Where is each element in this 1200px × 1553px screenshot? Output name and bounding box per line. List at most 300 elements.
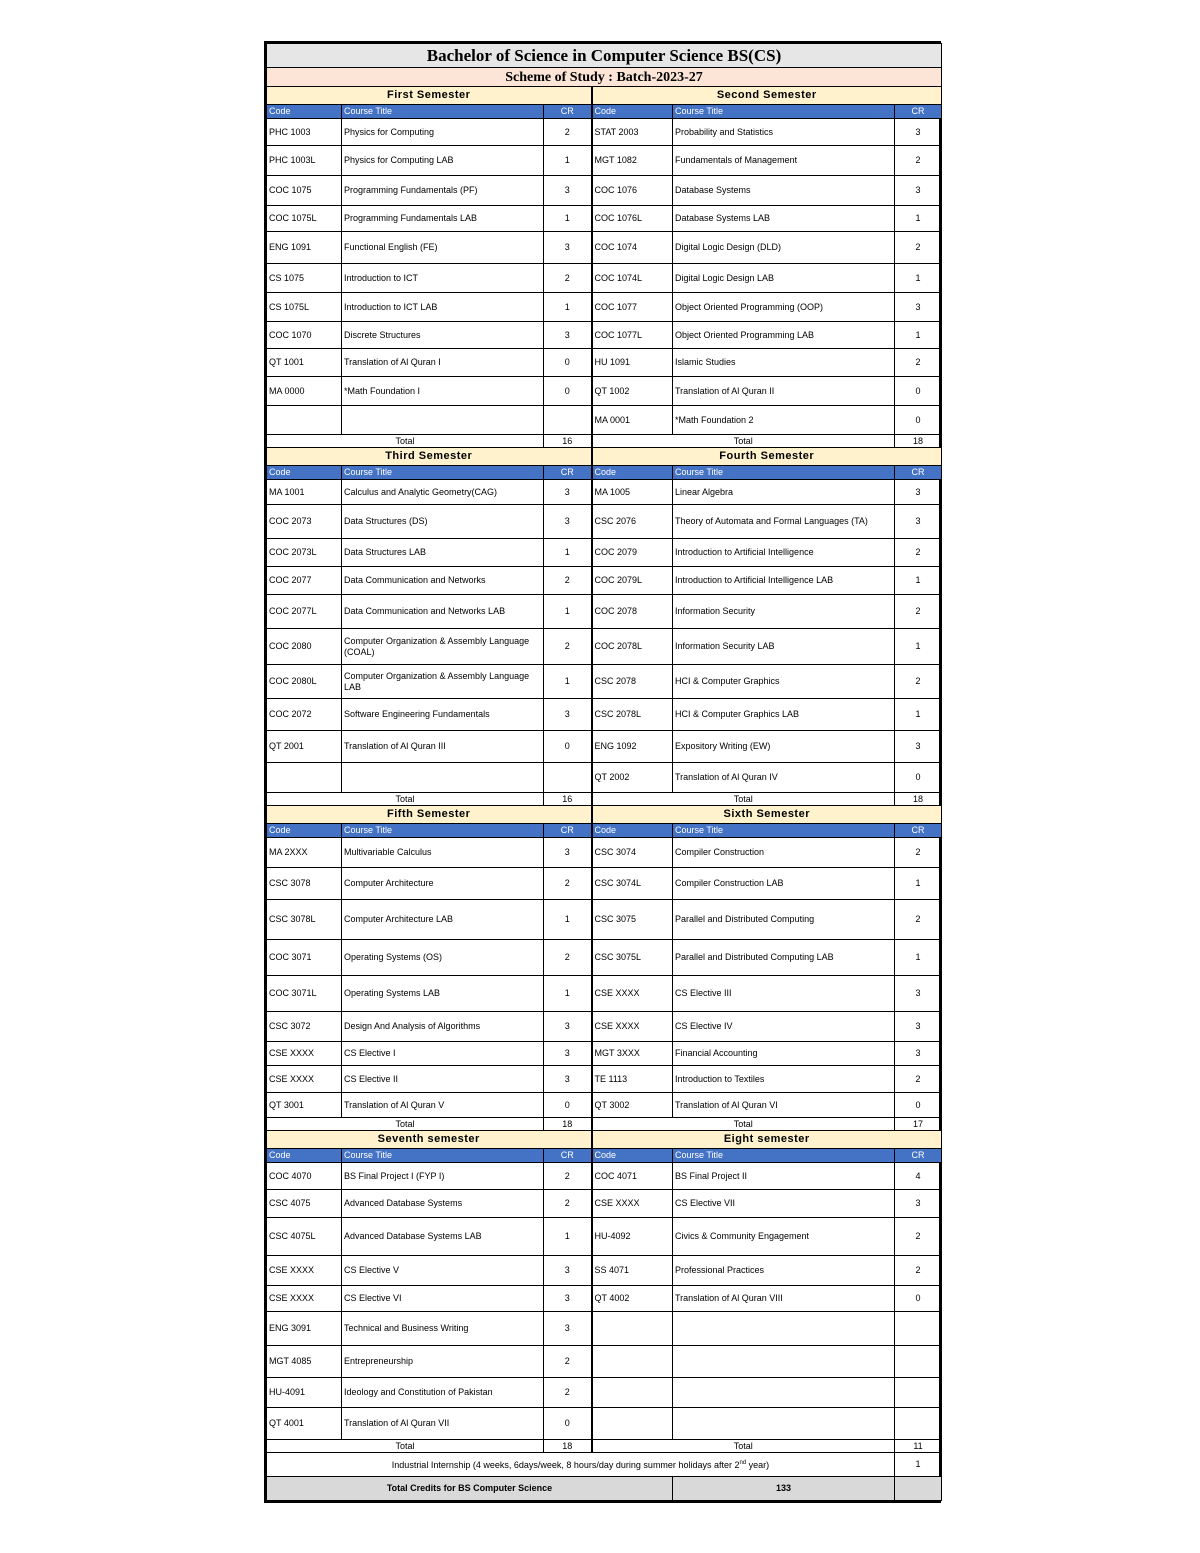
course-code: [592, 1408, 673, 1440]
total-credits: 18: [895, 793, 942, 806]
course-code: QT 4001: [267, 1408, 342, 1440]
empty-cell: [895, 1477, 942, 1501]
column-header-code: Code: [592, 105, 673, 119]
semester-header-row: [267, 806, 942, 824]
course-title: Translation of Al Quran III: [342, 731, 544, 763]
course-credits: 2: [895, 595, 942, 629]
column-header-code: Code: [267, 824, 342, 838]
grand-total-label: Total Credits for BS Computer Science: [267, 1477, 673, 1501]
course-code: CSE XXXX: [267, 1042, 342, 1066]
semester-title: Fifth Semester: [267, 806, 592, 824]
course-code: CSC 4075: [267, 1190, 342, 1218]
course-title: CS Elective VI: [342, 1286, 544, 1312]
total-credits: 11: [895, 1440, 942, 1453]
course-row: [267, 264, 942, 293]
course-title: Information Security: [673, 595, 895, 629]
column-header-title: Course Title: [342, 466, 544, 480]
total-label: Total: [267, 1118, 544, 1131]
course-title: Introduction to ICT: [342, 264, 544, 293]
course-title: Translation of Al Quran II: [673, 377, 895, 406]
course-title: Design And Analysis of Algorithms: [342, 1012, 544, 1042]
course-credits: 2: [544, 629, 592, 665]
course-credits: 3: [544, 699, 592, 731]
course-code: COC 4070: [267, 1163, 342, 1190]
course-credits: 0: [544, 1093, 592, 1118]
course-title: HCI & Computer Graphics: [673, 665, 895, 699]
course-row: [267, 838, 942, 868]
course-title: Probability and Statistics: [673, 119, 895, 146]
column-header-code: Code: [592, 1149, 673, 1163]
course-code: ENG 3091: [267, 1312, 342, 1346]
course-credits: [895, 1408, 942, 1440]
course-credits: 3: [895, 176, 942, 206]
course-code: MA 2XXX: [267, 838, 342, 868]
internship-ordinal: nd: [739, 1460, 747, 1466]
course-row: [267, 349, 942, 377]
course-title: Digital Logic Design LAB: [673, 264, 895, 293]
course-row: [267, 940, 942, 976]
internship-text: Industrial Internship (4 weeks, 6days/week, 8 hours/day during summer holidays after 2: [391, 1460, 740, 1470]
course-title: Introduction to Artificial Intelligence: [673, 539, 895, 567]
course-title: Expository Writing (EW): [673, 731, 895, 763]
course-title: Data Structures (DS): [342, 505, 544, 539]
course-credits: 2: [544, 119, 592, 146]
course-code: CS 1075L: [267, 293, 342, 322]
course-row: [267, 539, 942, 567]
course-title: Translation of Al Quran I: [342, 349, 544, 377]
course-credits: 0: [895, 377, 942, 406]
course-row: [267, 293, 942, 322]
course-title: Computer Architecture: [342, 868, 544, 900]
course-title: Calculus and Analytic Geometry(CAG): [342, 480, 544, 505]
total-credits: 18: [544, 1118, 592, 1131]
internship-description: [267, 1453, 895, 1477]
course-row: [267, 665, 942, 699]
course-title: Database Systems: [673, 176, 895, 206]
course-code: STAT 2003: [592, 119, 673, 146]
course-credits: 3: [544, 1042, 592, 1066]
course-code: CSC 3078: [267, 868, 342, 900]
column-header-code: Code: [267, 466, 342, 480]
course-code: COC 2080L: [267, 665, 342, 699]
course-title: Civics & Community Engagement: [673, 1218, 895, 1256]
course-title: [673, 1408, 895, 1440]
course-code: COC 1075: [267, 176, 342, 206]
course-title: CS Elective IV: [673, 1012, 895, 1042]
course-credits: 2: [895, 146, 942, 176]
course-credits: 2: [895, 838, 942, 868]
column-header-cr: CR: [544, 1149, 592, 1163]
course-credits: 3: [895, 731, 942, 763]
course-code: CSC 2078L: [592, 699, 673, 731]
course-credits: 2: [544, 264, 592, 293]
course-code: ENG 1091: [267, 232, 342, 264]
column-header-code: Code: [592, 824, 673, 838]
course-credits: 2: [895, 665, 942, 699]
course-title: Translation of Al Quran VI: [673, 1093, 895, 1118]
course-credits: 0: [895, 406, 942, 435]
course-code: QT 1002: [592, 377, 673, 406]
scheme-of-study-sheet: [264, 41, 941, 1503]
course-code: MGT 3XXX: [592, 1042, 673, 1066]
course-credits: 2: [895, 349, 942, 377]
course-title: Introduction to ICT LAB: [342, 293, 544, 322]
course-code: HU-4092: [592, 1218, 673, 1256]
total-label: Total: [592, 1440, 895, 1453]
column-header-cr: CR: [544, 824, 592, 838]
course-title: Technical and Business Writing: [342, 1312, 544, 1346]
course-row: [267, 1408, 942, 1440]
course-credits: 3: [544, 1286, 592, 1312]
course-code: CSC 3072: [267, 1012, 342, 1042]
semester-header-row: [267, 448, 942, 466]
course-row: [267, 1312, 942, 1346]
course-credits: 1: [895, 206, 942, 232]
course-row: [267, 232, 942, 264]
column-header-row: [267, 824, 942, 838]
column-header-title: Course Title: [673, 466, 895, 480]
course-credits: 0: [544, 377, 592, 406]
course-title: Operating Systems (OS): [342, 940, 544, 976]
semester-title: Sixth Semester: [592, 806, 942, 824]
course-code: COC 3071: [267, 940, 342, 976]
column-header-code: Code: [592, 466, 673, 480]
course-code: COC 2077L: [267, 595, 342, 629]
course-code: SS 4071: [592, 1256, 673, 1286]
total-label: Total: [592, 435, 895, 448]
course-credits: 0: [895, 1286, 942, 1312]
course-credits: 1: [895, 940, 942, 976]
course-code: [267, 763, 342, 793]
course-title: [342, 406, 544, 435]
course-title: Compiler Construction LAB: [673, 868, 895, 900]
course-title: Translation of Al Quran VIII: [673, 1286, 895, 1312]
course-credits: 0: [895, 763, 942, 793]
course-code: COC 1076: [592, 176, 673, 206]
course-title: Entrepreneurship: [342, 1346, 544, 1378]
scheme-table: [266, 43, 942, 1501]
course-row: [267, 1190, 942, 1218]
course-code: COC 2078L: [592, 629, 673, 665]
document-subtitle: Scheme of Study : Batch-2023-27: [267, 68, 942, 87]
course-title: Advanced Database Systems LAB: [342, 1218, 544, 1256]
course-title: Linear Algebra: [673, 480, 895, 505]
course-code: COC 2072: [267, 699, 342, 731]
course-row: [267, 1163, 942, 1190]
course-credits: 2: [544, 1346, 592, 1378]
course-credits: 3: [544, 838, 592, 868]
course-credits: 1: [544, 1218, 592, 1256]
course-code: QT 2001: [267, 731, 342, 763]
course-code: COC 2077: [267, 567, 342, 595]
course-code: CSE XXXX: [592, 1012, 673, 1042]
course-title: Computer Architecture LAB: [342, 900, 544, 940]
course-title: Translation of Al Quran VII: [342, 1408, 544, 1440]
course-code: MGT 4085: [267, 1346, 342, 1378]
course-code: COC 1074L: [592, 264, 673, 293]
course-code: QT 3002: [592, 1093, 673, 1118]
column-header-cr: CR: [895, 466, 942, 480]
course-title: Programming Fundamentals (PF): [342, 176, 544, 206]
course-credits: 2: [895, 900, 942, 940]
course-code: COC 1074: [592, 232, 673, 264]
course-title: Discrete Structures: [342, 322, 544, 349]
course-credits: 3: [544, 1012, 592, 1042]
course-row: [267, 1378, 942, 1408]
course-title: Object Oriented Programming LAB: [673, 322, 895, 349]
total-credits: 17: [895, 1118, 942, 1131]
column-header-cr: CR: [895, 824, 942, 838]
course-row: [267, 1012, 942, 1042]
course-code: CSC 3078L: [267, 900, 342, 940]
semester-header-row: [267, 1131, 942, 1149]
course-credits: 3: [544, 322, 592, 349]
course-title: [673, 1378, 895, 1408]
course-code: PHC 1003L: [267, 146, 342, 176]
course-credits: 1: [544, 539, 592, 567]
course-row: [267, 1042, 942, 1066]
total-label: Total: [267, 435, 544, 448]
course-code: COC 2073L: [267, 539, 342, 567]
course-credits: 0: [544, 1408, 592, 1440]
course-credits: [544, 406, 592, 435]
course-code: CSC 3075: [592, 900, 673, 940]
course-credits: 1: [544, 665, 592, 699]
course-code: COC 2078: [592, 595, 673, 629]
course-row: [267, 763, 942, 793]
course-credits: 1: [544, 900, 592, 940]
course-title: [673, 1312, 895, 1346]
course-row: [267, 377, 942, 406]
course-credits: [895, 1378, 942, 1408]
document-title: Bachelor of Science in Computer Science BS(CS): [267, 44, 942, 68]
course-credits: 3: [544, 176, 592, 206]
course-code: MA 1005: [592, 480, 673, 505]
course-title: Professional Practices: [673, 1256, 895, 1286]
semester-total-row: [267, 1118, 942, 1131]
course-code: MA 0001: [592, 406, 673, 435]
course-code: COC 1070: [267, 322, 342, 349]
column-header-title: Course Title: [673, 105, 895, 119]
course-title: Introduction to Textiles: [673, 1066, 895, 1093]
course-row: [267, 406, 942, 435]
course-credits: 1: [544, 206, 592, 232]
course-title: Compiler Construction: [673, 838, 895, 868]
course-code: HU-4091: [267, 1378, 342, 1408]
course-credits: [544, 763, 592, 793]
semester-title: Seventh semester: [267, 1131, 592, 1149]
course-code: QT 3001: [267, 1093, 342, 1118]
course-code: COC 1076L: [592, 206, 673, 232]
course-title: HCI & Computer Graphics LAB: [673, 699, 895, 731]
course-credits: 4: [895, 1163, 942, 1190]
column-header-row: [267, 1149, 942, 1163]
column-header-code: Code: [267, 1149, 342, 1163]
course-row: [267, 206, 942, 232]
course-title: CS Elective II: [342, 1066, 544, 1093]
course-code: COC 2073: [267, 505, 342, 539]
semester-title: Eight semester: [592, 1131, 942, 1149]
column-header-title: Course Title: [673, 1149, 895, 1163]
course-title: Islamic Studies: [673, 349, 895, 377]
semester-header-row: [267, 87, 942, 105]
course-credits: 2: [544, 1378, 592, 1408]
course-code: [592, 1312, 673, 1346]
course-credits: 3: [544, 1066, 592, 1093]
course-code: CSE XXXX: [592, 1190, 673, 1218]
course-row: [267, 1346, 942, 1378]
course-title: Advanced Database Systems: [342, 1190, 544, 1218]
course-credits: 1: [895, 567, 942, 595]
column-header-cr: CR: [895, 105, 942, 119]
course-title: Physics for Computing: [342, 119, 544, 146]
course-title: Parallel and Distributed Computing LAB: [673, 940, 895, 976]
course-title: Translation of Al Quran IV: [673, 763, 895, 793]
course-title: Programming Fundamentals LAB: [342, 206, 544, 232]
course-row: [267, 567, 942, 595]
total-label: Total: [267, 1440, 544, 1453]
course-title: Data Communication and Networks LAB: [342, 595, 544, 629]
column-header-cr: CR: [895, 1149, 942, 1163]
total-label: Total: [267, 793, 544, 806]
course-title: BS Final Project I (FYP I): [342, 1163, 544, 1190]
course-code: CSC 3074L: [592, 868, 673, 900]
course-title: CS Elective V: [342, 1256, 544, 1286]
course-credits: 0: [544, 349, 592, 377]
course-title: Object Oriented Programming (OOP): [673, 293, 895, 322]
course-code: QT 1001: [267, 349, 342, 377]
course-credits: 2: [544, 868, 592, 900]
column-header-cr: CR: [544, 466, 592, 480]
semester-title: Fourth Semester: [592, 448, 942, 466]
course-row: [267, 1093, 942, 1118]
course-code: [592, 1346, 673, 1378]
course-credits: [895, 1346, 942, 1378]
grand-total-row: [267, 1477, 942, 1501]
column-header-title: Course Title: [673, 824, 895, 838]
course-code: CSC 3074: [592, 838, 673, 868]
course-credits: 1: [895, 868, 942, 900]
total-label: Total: [592, 1118, 895, 1131]
course-title: Computer Organization & Assembly Language LAB: [342, 665, 544, 699]
column-header-code: Code: [267, 105, 342, 119]
course-row: [267, 176, 942, 206]
course-title: BS Final Project II: [673, 1163, 895, 1190]
column-header-row: [267, 466, 942, 480]
course-credits: 3: [544, 505, 592, 539]
course-credits: 3: [544, 480, 592, 505]
column-header-title: Course Title: [342, 105, 544, 119]
course-credits: 2: [895, 1218, 942, 1256]
course-row: [267, 1286, 942, 1312]
course-code: COC 1077: [592, 293, 673, 322]
course-credits: 3: [895, 293, 942, 322]
course-row: [267, 1218, 942, 1256]
course-row: [267, 976, 942, 1012]
course-title: Operating Systems LAB: [342, 976, 544, 1012]
semester-title: Second Semester: [592, 87, 942, 105]
course-credits: [895, 1312, 942, 1346]
course-code: CSE XXXX: [267, 1286, 342, 1312]
course-credits: 2: [544, 1190, 592, 1218]
course-credits: 3: [895, 976, 942, 1012]
course-title: Computer Organization & Assembly Language (COAL): [342, 629, 544, 665]
course-row: [267, 595, 942, 629]
course-title: Digital Logic Design (DLD): [673, 232, 895, 264]
course-title: Information Security LAB: [673, 629, 895, 665]
course-code: CSC 2076: [592, 505, 673, 539]
course-credits: 2: [895, 1256, 942, 1286]
course-code: CSC 3075L: [592, 940, 673, 976]
course-credits: 1: [544, 976, 592, 1012]
course-row: [267, 868, 942, 900]
course-credits: 1: [895, 264, 942, 293]
grand-total-value: 133: [673, 1477, 895, 1501]
course-credits: 3: [895, 119, 942, 146]
course-code: COC 1077L: [592, 322, 673, 349]
course-title: Parallel and Distributed Computing: [673, 900, 895, 940]
column-header-row: [267, 105, 942, 119]
internship-row: [267, 1453, 942, 1477]
course-code: COC 2080: [267, 629, 342, 665]
course-code: COC 2079L: [592, 567, 673, 595]
course-row: [267, 1256, 942, 1286]
course-title: Financial Accounting: [673, 1042, 895, 1066]
course-credits: 1: [544, 146, 592, 176]
course-row: [267, 146, 942, 176]
course-title: Multivariable Calculus: [342, 838, 544, 868]
semester-title: First Semester: [267, 87, 592, 105]
course-code: COC 4071: [592, 1163, 673, 1190]
course-code: CSE XXXX: [267, 1256, 342, 1286]
internship-text-end: year): [746, 1460, 770, 1470]
course-credits: 0: [544, 731, 592, 763]
course-title: Functional English (FE): [342, 232, 544, 264]
course-code: MA 1001: [267, 480, 342, 505]
course-code: CSC 2078: [592, 665, 673, 699]
course-code: MGT 1082: [592, 146, 673, 176]
course-title: Physics for Computing LAB: [342, 146, 544, 176]
semester-title: Third Semester: [267, 448, 592, 466]
course-code: CS 1075: [267, 264, 342, 293]
course-title: Translation of Al Quran V: [342, 1093, 544, 1118]
course-credits: 2: [895, 539, 942, 567]
course-credits: 0: [895, 1093, 942, 1118]
course-row: [267, 699, 942, 731]
course-title: *Math Foundation I: [342, 377, 544, 406]
course-credits: 2: [544, 940, 592, 976]
course-credits: 3: [895, 1042, 942, 1066]
course-title: Introduction to Artificial Intelligence LAB: [673, 567, 895, 595]
course-row: [267, 629, 942, 665]
semester-total-row: [267, 1440, 942, 1453]
course-code: PHC 1003: [267, 119, 342, 146]
course-code: QT 4002: [592, 1286, 673, 1312]
course-credits: 3: [895, 480, 942, 505]
course-code: CSE XXXX: [592, 976, 673, 1012]
course-credits: 1: [895, 699, 942, 731]
course-code: TE 1113: [592, 1066, 673, 1093]
course-credits: 1: [895, 629, 942, 665]
course-title: [673, 1346, 895, 1378]
course-code: COC 2079: [592, 539, 673, 567]
course-row: [267, 1066, 942, 1093]
course-title: Data Communication and Networks: [342, 567, 544, 595]
total-label: Total: [592, 793, 895, 806]
course-title: Theory of Automata and Formal Languages (TA): [673, 505, 895, 539]
course-row: [267, 505, 942, 539]
course-credits: 1: [895, 322, 942, 349]
